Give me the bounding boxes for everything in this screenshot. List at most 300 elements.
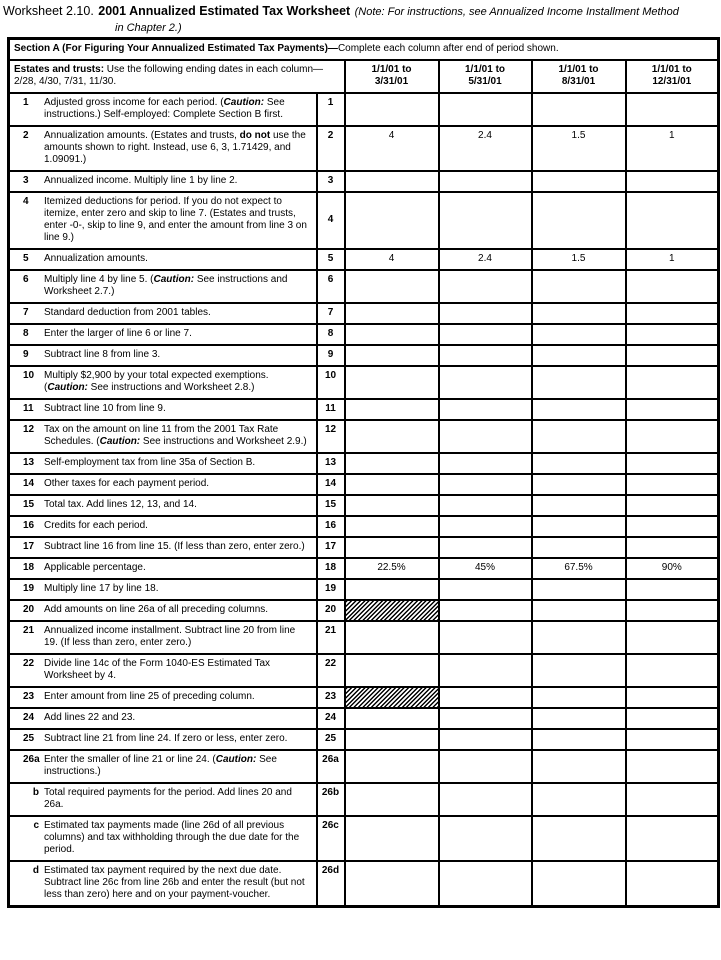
line-row-11 (9, 399, 719, 420)
entry-cell-period-4 (626, 750, 719, 783)
entry-cell-period-1 (345, 345, 439, 366)
entry-cell-period-2 (439, 537, 532, 558)
entry-cell-period-4 (626, 303, 719, 324)
line-description-cell (9, 345, 317, 366)
entry-cell-period-2 (439, 687, 532, 708)
entry-cell-period-3 (532, 729, 626, 750)
entry-cell-period-3 (532, 345, 626, 366)
entry-cell-period-4 (626, 453, 719, 474)
entry-cell-period-1 (345, 270, 439, 303)
entry-cell-period-2 (439, 600, 532, 621)
line-label (44, 175, 312, 187)
line-number-left: 2 (23, 130, 29, 141)
entry-cell-period-2 (439, 93, 532, 126)
line-row-5 (9, 249, 719, 270)
line-number-right: 5 (317, 249, 345, 270)
entry-cell-period-1 (345, 93, 439, 126)
label-text: Other taxes for each payment period. (44, 478, 210, 489)
line-row-19 (9, 579, 719, 600)
line-description-cell (9, 126, 317, 171)
label-text: Add amounts on line 26a of all preceding columns. (44, 604, 269, 615)
line-description-cell (9, 516, 317, 537)
entry-cell-period-4 (626, 537, 719, 558)
label-text: Multiply line 4 by line 5. ( (44, 274, 154, 285)
label-text: See instructions and Worksheet 2.8.) (87, 382, 255, 393)
period-start: 1/1/01 to (371, 64, 412, 75)
line-row-14 (9, 474, 719, 495)
line-number-left: 5 (23, 253, 29, 264)
entry-cell-period-1: 22.5% (345, 558, 439, 579)
entry-cell-period-1 (345, 399, 439, 420)
label-text: Divide line 14c of the Form 1040-ES Estimated Tax Worksheet by 4. (44, 658, 271, 681)
entry-cell-period-3 (532, 621, 626, 654)
entry-cell-period-2 (439, 171, 532, 192)
line-number-right: 6 (317, 270, 345, 303)
line-row-16 (9, 516, 719, 537)
line-number-right: 26a (317, 750, 345, 783)
line-label (44, 562, 312, 574)
line-description-cell (9, 579, 317, 600)
line-row-21 (9, 621, 719, 654)
line-row-4 (9, 192, 719, 249)
line-label (44, 691, 312, 703)
line-label (44, 97, 312, 121)
line-number-right: 20 (317, 600, 345, 621)
line-label (44, 754, 312, 778)
line-label (44, 130, 312, 166)
line-label (44, 520, 312, 532)
entry-cell-period-1 (345, 495, 439, 516)
label-text: Standard deduction from 2001 tables. (44, 307, 211, 318)
line-number-right: 26d (317, 861, 345, 907)
label-emphasis: do not (239, 130, 271, 141)
line-number-left: 14 (23, 478, 35, 489)
entry-cell-period-2 (439, 270, 532, 303)
line-number-left: 8 (23, 328, 29, 339)
label-emphasis: Caution: (153, 274, 195, 285)
entry-cell-period-4 (626, 93, 719, 126)
worksheet-note-line1: (Note: For instructions, see Annualized Income Installment Method (354, 6, 679, 18)
label-text: Self-employment tax from line 35a of Section B. (44, 457, 256, 468)
entry-cell-period-3 (532, 687, 626, 708)
period-header-4 (626, 60, 719, 93)
line-label (44, 457, 312, 469)
entry-cell-period-1 (345, 816, 439, 861)
period-start: 1/1/01 to (464, 64, 506, 75)
section-a-header-row (9, 39, 719, 61)
label-text: Estimated tax payments made (line 26d of all previous columns) and tax withholding through the due date for the period. (44, 820, 300, 855)
line-label (44, 604, 312, 616)
line-number-left: 4 (23, 196, 29, 207)
line-number-right: 23 (317, 687, 345, 708)
period-header-3 (532, 60, 626, 93)
entry-cell-period-3 (532, 420, 626, 453)
section-a-header (9, 39, 719, 61)
line-row-2 (9, 126, 719, 171)
entry-cell-period-1 (345, 537, 439, 558)
period-start: 1/1/01 to (558, 64, 599, 75)
line-number-right: 25 (317, 729, 345, 750)
entry-cell-period-2 (439, 420, 532, 453)
hatched-cell (345, 600, 439, 621)
entry-cell-period-4 (626, 708, 719, 729)
entry-cell-period-3 (532, 861, 626, 907)
line-number-left: 12 (23, 424, 35, 435)
line-label (44, 403, 312, 415)
period-header-1 (345, 60, 439, 93)
line-number-right: 22 (317, 654, 345, 687)
worksheet-note-line2: in Chapter 2.) (115, 22, 182, 34)
line-row-24 (9, 708, 719, 729)
entry-cell-period-1 (345, 171, 439, 192)
entry-cell-period-4 (626, 861, 719, 907)
entry-cell-period-2: 2.4 (439, 249, 532, 270)
estates-and-trusts-note (9, 60, 345, 93)
entry-cell-period-1 (345, 861, 439, 907)
entry-cell-period-4 (626, 495, 719, 516)
entry-cell-period-2 (439, 516, 532, 537)
label-text: Multiply line 17 by line 18. (44, 583, 159, 594)
entry-cell-period-2 (439, 366, 532, 399)
entry-cell-period-4 (626, 654, 719, 687)
line-number-left: 3 (23, 175, 29, 186)
line-description-cell (9, 687, 317, 708)
line-description-cell (9, 366, 317, 399)
line-row-6 (9, 270, 719, 303)
entry-cell-period-2 (439, 729, 532, 750)
line-description-cell (9, 420, 317, 453)
worksheet-name: 2001 Annualized Estimated Tax Worksheet (98, 4, 351, 18)
entry-cell-period-3 (532, 600, 626, 621)
line-number-right: 24 (317, 708, 345, 729)
entry-cell-period-4 (626, 621, 719, 654)
entry-cell-period-4 (626, 324, 719, 345)
entry-cell-period-3 (532, 750, 626, 783)
entry-cell-period-3 (532, 192, 626, 249)
line-number-right: 26c (317, 816, 345, 861)
line-description-cell (9, 708, 317, 729)
entry-cell-period-4 (626, 420, 719, 453)
line-number-right: 4 (317, 192, 345, 249)
line-row-8 (9, 324, 719, 345)
line-row-12 (9, 420, 719, 453)
line-number-right: 26b (317, 783, 345, 816)
line-description-cell (9, 453, 317, 474)
label-text: Multiply $2,900 by your total expected exemptions. ( (44, 370, 269, 393)
entry-cell-period-2 (439, 324, 532, 345)
entry-cell-period-3: 1.5 (532, 249, 626, 270)
label-text: Total required payments for the period. Add lines 20 and 26a. (44, 787, 292, 810)
line-description-cell (9, 621, 317, 654)
label-text: Subtract line 16 from line 15. (If less than zero, enter zero.) (44, 541, 305, 552)
label-text: Annualized income installment. Subtract line 20 from line 19. (If less than zero, enter zero.) (44, 625, 296, 648)
line-description-cell (9, 399, 317, 420)
line-label (44, 820, 312, 856)
line-row-17 (9, 537, 719, 558)
label-emphasis: Caution: (99, 436, 141, 447)
entry-cell-period-3 (532, 93, 626, 126)
line-number-right: 1 (317, 93, 345, 126)
line-label (44, 625, 312, 649)
entry-cell-period-3 (532, 171, 626, 192)
line-row-22 (9, 654, 719, 687)
line-number-left: d (32, 865, 39, 876)
line-number-left: 26a (23, 754, 40, 765)
entry-cell-period-3 (532, 366, 626, 399)
line-number-left: 24 (23, 712, 35, 723)
line-description-cell (9, 861, 317, 907)
entry-cell-period-1 (345, 708, 439, 729)
entry-cell-period-4 (626, 729, 719, 750)
line-row-10 (9, 366, 719, 399)
worksheet-number: Worksheet 2.10. (3, 4, 94, 18)
line-number-left: 6 (23, 274, 29, 285)
line-number-left: 16 (23, 520, 35, 531)
line-description-cell (9, 249, 317, 270)
label-text: See instructions and Worksheet 2.7.) (44, 274, 288, 297)
line-number-left: 17 (23, 541, 35, 552)
label-text: Adjusted gross income for each period. ( (44, 97, 224, 108)
entry-cell-period-1 (345, 783, 439, 816)
label-text: Total tax. Add lines 12, 13, and 14. (44, 499, 197, 510)
line-number-right: 2 (317, 126, 345, 171)
line-label (44, 196, 312, 244)
line-number-right: 14 (317, 474, 345, 495)
entry-cell-period-3 (532, 708, 626, 729)
label-text: Subtract line 10 from line 9. (44, 403, 166, 414)
line-description-cell (9, 192, 317, 249)
line-label (44, 370, 312, 394)
line-label (44, 424, 312, 448)
line-number-right: 7 (317, 303, 345, 324)
line-label (44, 328, 312, 340)
line-description-cell (9, 93, 317, 126)
line-label (44, 541, 312, 553)
line-row-25 (9, 729, 719, 750)
line-number-left: 18 (23, 562, 35, 573)
line-description-cell (9, 783, 317, 816)
entry-cell-period-2: 45% (439, 558, 532, 579)
entry-cell-period-4 (626, 816, 719, 861)
line-label (44, 865, 312, 901)
line-label (44, 478, 312, 490)
line-number-right: 11 (317, 399, 345, 420)
entry-cell-period-2 (439, 192, 532, 249)
entry-cell-period-2 (439, 303, 532, 324)
section-a-title: Section A (For Figuring Your Annualized Estimated Tax Payments)— (14, 43, 338, 54)
line-number-right: 3 (317, 171, 345, 192)
entry-cell-period-2 (439, 861, 532, 907)
hatched-cell (345, 687, 439, 708)
line-description-cell (9, 474, 317, 495)
entry-cell-period-4 (626, 399, 719, 420)
entry-cell-period-4 (626, 783, 719, 816)
entry-cell-period-2 (439, 399, 532, 420)
line-number-left: b (32, 787, 39, 798)
line-row-26b (9, 783, 719, 816)
line-number-right: 13 (317, 453, 345, 474)
line-row-26a (9, 750, 719, 783)
entry-cell-period-3 (532, 516, 626, 537)
entry-cell-period-2 (439, 579, 532, 600)
entry-cell-period-2 (439, 816, 532, 861)
label-text: Add lines 22 and 23. (44, 712, 136, 723)
entry-cell-period-1 (345, 579, 439, 600)
annualized-estimated-tax-table (7, 37, 720, 908)
label-emphasis: Caution: (47, 382, 88, 393)
label-text: use the amounts shown to right. Instead, use 6, 3, 1.71429, and 1.09091.) (44, 130, 306, 165)
entry-cell-period-1 (345, 474, 439, 495)
entry-cell-period-3 (532, 816, 626, 861)
line-description-cell (9, 816, 317, 861)
line-row-26c (9, 816, 719, 861)
period-end: 3/31/01 (374, 76, 409, 87)
entry-cell-period-4 (626, 171, 719, 192)
entry-cell-period-2 (439, 345, 532, 366)
entry-cell-period-4: 1 (626, 126, 719, 171)
label-text: See instructions and Worksheet 2.9.) (140, 436, 307, 447)
line-label (44, 712, 312, 724)
line-number-right: 17 (317, 537, 345, 558)
line-number-right: 9 (317, 345, 345, 366)
entry-cell-period-3 (532, 270, 626, 303)
entry-cell-period-3 (532, 453, 626, 474)
label-text: Applicable percentage. (44, 562, 146, 573)
line-number-right: 12 (317, 420, 345, 453)
line-description-cell (9, 303, 317, 324)
line-row-15 (9, 495, 719, 516)
line-row-1 (9, 93, 719, 126)
line-row-7 (9, 303, 719, 324)
line-label (44, 733, 312, 745)
line-number-left: 9 (23, 349, 29, 360)
line-number-left: c (33, 820, 39, 831)
entry-cell-period-1 (345, 324, 439, 345)
line-description-cell (9, 495, 317, 516)
column-header-row (9, 60, 719, 93)
entry-cell-period-2 (439, 750, 532, 783)
entry-cell-period-3 (532, 495, 626, 516)
line-number-left: 15 (23, 499, 35, 510)
entry-cell-period-4: 1 (626, 249, 719, 270)
line-number-right: 21 (317, 621, 345, 654)
line-number-left: 19 (23, 583, 35, 594)
entry-cell-period-4 (626, 345, 719, 366)
line-description-cell (9, 270, 317, 303)
entry-cell-period-1 (345, 729, 439, 750)
line-number-right: 19 (317, 579, 345, 600)
entry-cell-period-4: 90% (626, 558, 719, 579)
line-number-left: 25 (23, 733, 35, 744)
entry-cell-period-1 (345, 750, 439, 783)
line-label (44, 253, 312, 265)
entry-cell-period-3: 67.5% (532, 558, 626, 579)
line-description-cell (9, 171, 317, 192)
line-description-cell (9, 600, 317, 621)
entry-cell-period-3 (532, 654, 626, 687)
entry-cell-period-2 (439, 453, 532, 474)
line-row-20 (9, 600, 719, 621)
entry-cell-period-1 (345, 453, 439, 474)
period-start: 1/1/01 to (651, 64, 692, 75)
line-row-13 (9, 453, 719, 474)
period-end: 5/31/01 (468, 76, 502, 87)
line-number-left: 13 (23, 457, 35, 468)
label-text: Subtract line 8 from line 3. (44, 349, 161, 360)
line-number-right: 8 (317, 324, 345, 345)
entry-cell-period-4 (626, 516, 719, 537)
entry-cell-period-1 (345, 366, 439, 399)
entry-cell-period-2 (439, 708, 532, 729)
line-label (44, 307, 312, 319)
label-text: Itemized deductions for period. If you do not expect to itemize, enter zero and skip to line 7. (Estates and trusts, enter -0-, skip to line 9, and enter the amount from line 3 on line 9.) (44, 196, 307, 243)
entry-cell-period-1: 4 (345, 249, 439, 270)
entry-cell-period-1 (345, 654, 439, 687)
line-number-left: 10 (23, 370, 35, 381)
entry-cell-period-2 (439, 654, 532, 687)
line-number-left: 7 (23, 307, 29, 318)
entry-cell-period-1 (345, 621, 439, 654)
entry-cell-period-2 (439, 474, 532, 495)
label-text: Enter the larger of line 6 or line 7. (44, 328, 192, 339)
entry-cell-period-3 (532, 537, 626, 558)
line-label (44, 499, 312, 511)
entry-cell-period-4 (626, 579, 719, 600)
line-description-cell (9, 750, 317, 783)
entry-cell-period-3 (532, 474, 626, 495)
entry-cell-period-1 (345, 303, 439, 324)
entry-cell-period-3 (532, 303, 626, 324)
line-number-left: 1 (23, 97, 29, 108)
line-number-right: 10 (317, 366, 345, 399)
line-number-left: 21 (23, 625, 35, 636)
entry-cell-period-4 (626, 366, 719, 399)
label-text: Credits for each period. (44, 520, 148, 531)
entry-cell-period-3 (532, 324, 626, 345)
label-text: Annualization amounts. (Estates and trusts, (44, 130, 240, 141)
label-text: Tax on the amount on line 11 from the 2001 Tax Rate Schedules. ( (44, 424, 279, 447)
period-end: 8/31/01 (561, 76, 596, 87)
line-row-9 (9, 345, 719, 366)
line-row-3 (9, 171, 719, 192)
label-text: Annualized income. Multiply line 1 by line 2. (44, 175, 238, 186)
section-a-instruction: Complete each column after end of period shown. (337, 43, 559, 54)
label-text: See instructions.) Self-employed: Complete Section B first. (44, 97, 285, 120)
label-emphasis: Caution: (215, 754, 257, 765)
line-description-cell (9, 537, 317, 558)
line-description-cell (9, 654, 317, 687)
label-text: Annualization amounts. (44, 253, 148, 264)
entry-cell-period-2 (439, 621, 532, 654)
line-number-left: 20 (23, 604, 35, 615)
label-emphasis: Caution: (223, 97, 265, 108)
entry-cell-period-2 (439, 783, 532, 816)
label-text: Estimated tax payment required by the next due date. Subtract line 26c from line 26b and enter the result (but not less than zero) here and on your payment-voucher. (44, 865, 305, 900)
label-text: Enter amount from line 25 of preceding column. (44, 691, 255, 702)
line-description-cell (9, 729, 317, 750)
label-text: See instructions.) (44, 754, 277, 777)
line-description-cell (9, 324, 317, 345)
period-header-2 (439, 60, 532, 93)
line-number-left: 23 (23, 691, 35, 702)
entry-cell-period-4 (626, 270, 719, 303)
entry-cell-period-4 (626, 600, 719, 621)
line-number-right: 15 (317, 495, 345, 516)
entry-cell-period-2: 2.4 (439, 126, 532, 171)
entry-cell-period-1: 4 (345, 126, 439, 171)
line-number-right: 18 (317, 558, 345, 579)
line-number-right: 16 (317, 516, 345, 537)
